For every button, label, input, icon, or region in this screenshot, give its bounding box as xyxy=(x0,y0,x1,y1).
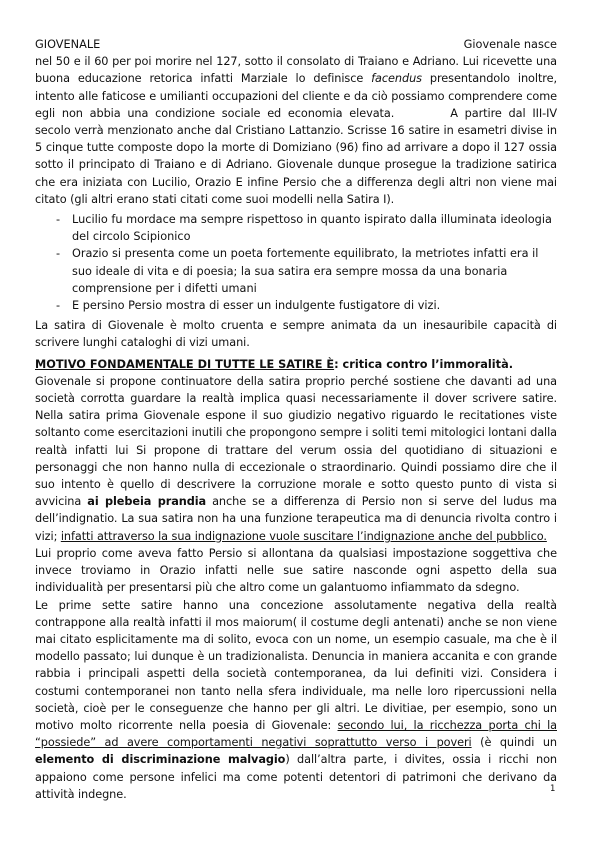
title-line-continuation: Giovenale nasce xyxy=(463,38,557,51)
paragraph-satire xyxy=(35,597,557,803)
document-title: GIOVENALE xyxy=(35,38,101,51)
paragraph-persio: Lui proprio come aveva fatto Persio si allontana da qualsiasi impostazione soggettiva che invece troviamo in Orazio infatti nelle sue satire nasconde ogni aspetto della sua individualità per presentarsi più che altro come un galantuomo infiammato da sdegno. xyxy=(35,546,557,595)
list-item-text: Lucilio fu mordace ma sempre rispettoso in quanto ispirato dalla illuminata ideologia del circolo Scipionico xyxy=(72,213,552,244)
title-line xyxy=(35,36,557,53)
paragraph-summary: La satira di Giovenale è molto cruenta e sempre animata da un inesauribile capacità di scrivere lunghi cataloghi di vizi umani. xyxy=(35,319,557,350)
paragraph-motive xyxy=(35,373,557,545)
text-run: A partire dal III-IV secolo verrà menzionato anche dal Cristiano Lattanzio. Scrisse 16 satire in esametri divise in 5 cinque tutte composte dopo la morte di Domiziano (96) fino ad arrivare a dopo il 127 ossia sotto il principato di Traiano e di Adriano. Giovenale dunque prosegue la tradizione satirica che era iniziata con Lucilio, Orazio E infine Persio che a differenza degli altri non viene mai citato (gli altri erano stati citati come suoi modelli nella Satira I). xyxy=(35,106,557,206)
dash-bullet: - xyxy=(56,247,61,261)
bullet-list xyxy=(35,211,557,314)
list-item xyxy=(35,211,557,245)
text-run: (è quindi un xyxy=(471,736,557,750)
list-item xyxy=(35,245,557,297)
italic-term: facendus xyxy=(371,72,422,86)
underlined-text: secondo lui, la ricchezza porta chi la “possiede” ad avere comportamenti negativi soprattutto verso i poveri xyxy=(35,718,557,750)
list-item xyxy=(35,297,557,314)
text-run: nel 50 e il 60 per poi morire nel 127, sotto il consolato di Traiano e Adriano. Lui ricevette una buona educazione retorica infatti Marziale lo definisce xyxy=(35,55,557,86)
paragraph-biography xyxy=(35,53,557,208)
list-item-text: E persino Persio mostra di esser un indulgente fustigatore di vizi. xyxy=(72,299,441,313)
document-page xyxy=(35,36,557,803)
section-heading xyxy=(35,356,557,373)
list-item-text: Orazio si presenta come un poeta fortemente equilibrato, la metriotes infatti era il suo ideale di vita e di poesia; la sua satira era sempre mossa da una bonaria comprensione per i difetti umani xyxy=(72,247,539,295)
bold-term: elemento di discriminazione malvagio xyxy=(35,753,286,767)
text-run: anche se a differenza di Persio non si serve del ludus ma dell’indignatio. La sua satira non ha una funzione terapeutica ma di denuncia rivolta contro i vizi; xyxy=(35,495,557,543)
text-run: ) dall’altra parte, i divites, ossia i ricchi non appaiono come persone infelici ma come potenti detentori di patrimoni che derivano da attività indegne. xyxy=(35,753,557,801)
text-run: Le prime sette satire hanno una concezione assolutamente negativa della realtà contrappone alla realtà infatti il mos maiorum( il costume degli antenati) anche se non viene mai citato esplicitamente ma di solito, evoca con un nome, un esempio casuale, ma che è il modello passato; lui dunque è un tradizionalista. Denuncia in maniera accanita e con grande rabbia i principali aspetti della società contemporanea, da lui definiti vizi. Considera i costumi contemporanei non tanto nella sfera individuale, ma nelle loro ripercussioni nella società, cioè per le conseguenze che hanno per gli altri. Le divitiae, per esempio, sono un motivo molto ricorrente nella poesia di Giovenale: xyxy=(35,598,557,732)
bold-term: ai plebeia prandia xyxy=(87,495,207,509)
dash-bullet: - xyxy=(56,299,61,313)
text-run: Giovenale si propone continuatore della satira proprio perché sostiene che davanti ad una società corrotta guardare la realtà implica quasi necessariamente il dover scrivere satire. Nella satira prima Giovenale espone il suo giudizio negativo riguardo le recitationes viste soltanto come esercitazioni inutili che propongono sempre i soliti temi mitologici lontani dalla realtà infatti lui Si propone di trattare del verum ossia del quotidiano di situazioni e personaggi che non hanno nulla di eccezionale o straordinario. Quindi possiamo dire che il suo intento è quello di descrivere la corruzione morale e sotto questo punto di vista si avvicina xyxy=(35,374,557,509)
text-run: presentandolo inoltre, intento alle faticose e umilianti occupazioni del cliente e da ciò possiamo comprendere come egli non abbia una condizione sociale ed economia elevata. xyxy=(35,72,557,120)
page-number: 1 xyxy=(550,784,556,794)
heading-underlined: MOTIVO FONDAMENTALE DI TUTTE LE SATIRE È xyxy=(35,357,335,371)
heading-rest: : critica contro l’immoralità. xyxy=(334,357,513,371)
underlined-text: infatti attraverso la sua indignazione vuole suscitare l’indignazione anche del pubblico. xyxy=(60,529,547,543)
dash-bullet: - xyxy=(56,213,61,227)
